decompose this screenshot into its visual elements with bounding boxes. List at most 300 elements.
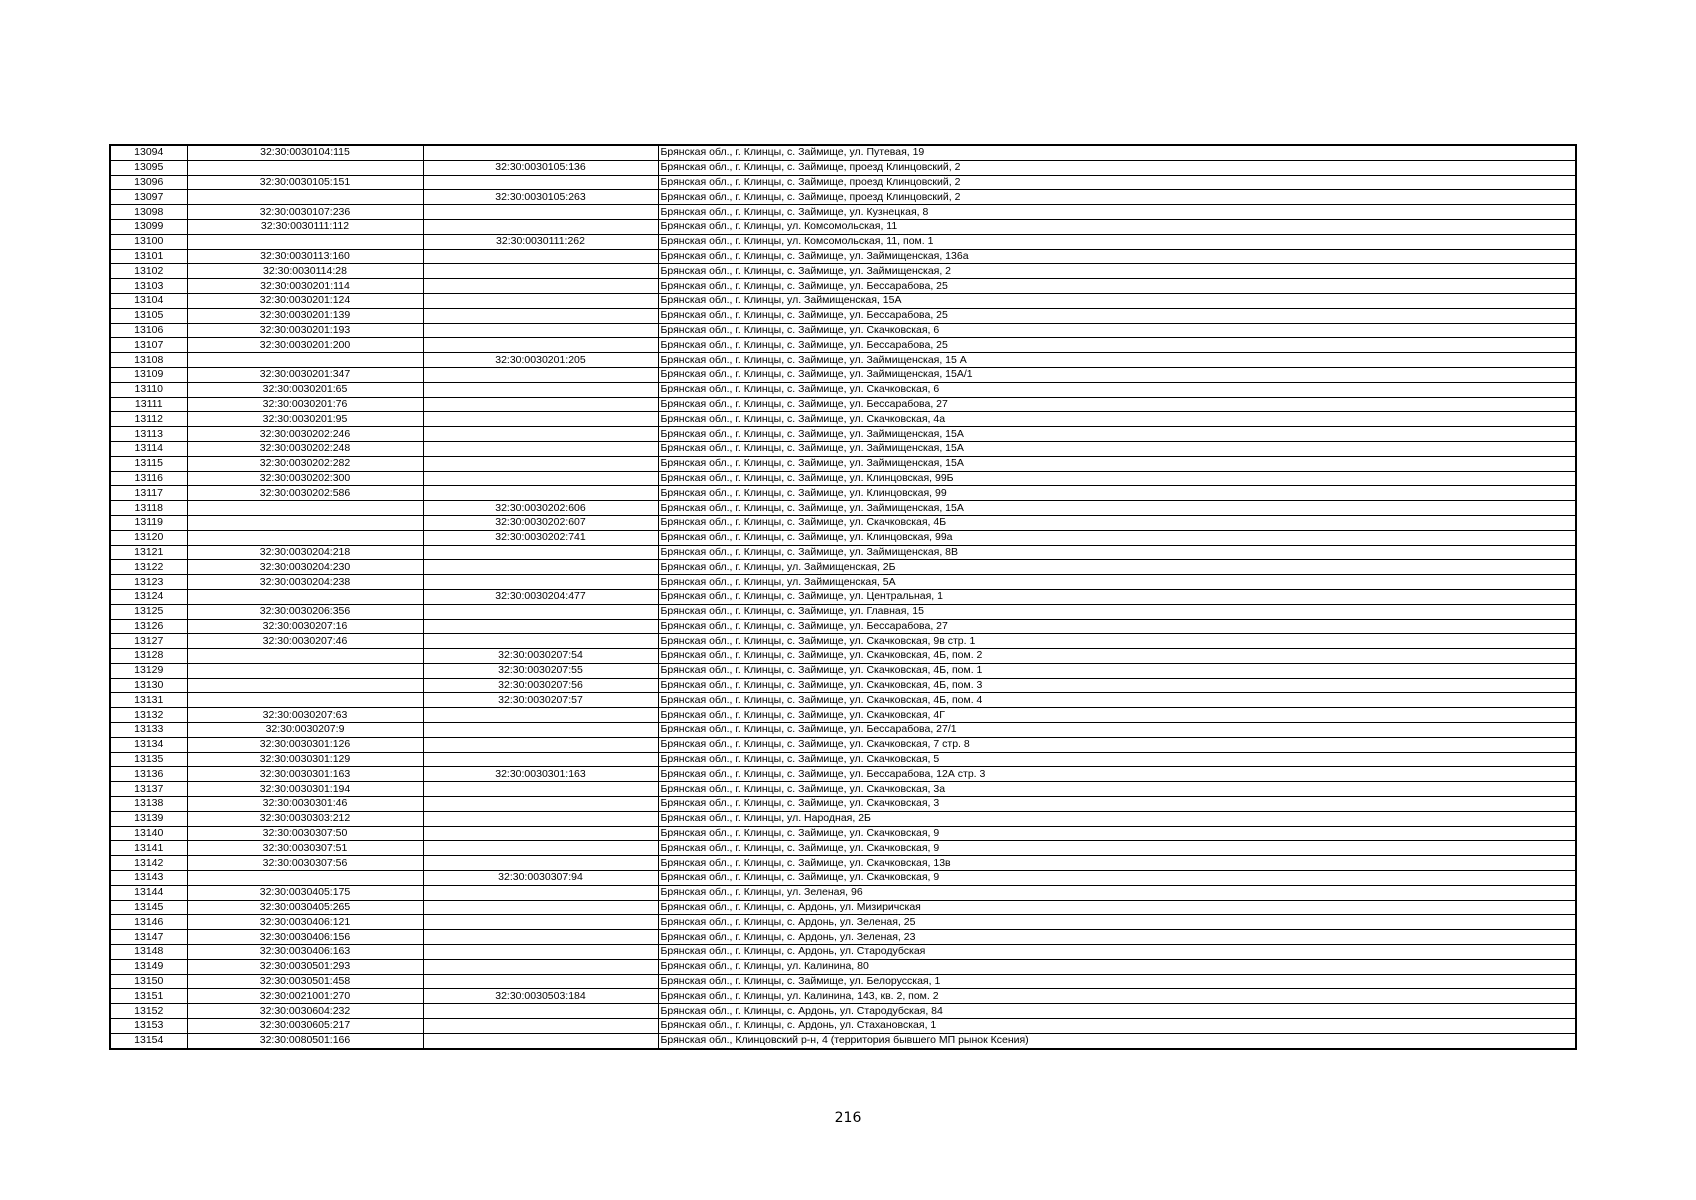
table-row [110,649,1576,664]
table-row [110,397,1576,412]
row-number-cell: 13127 [110,634,187,649]
table-row [110,441,1576,456]
cadastral-number-cell: 32:30:0030105:151 [187,175,423,190]
cadastral-number-cell: 32:30:0030307:50 [187,826,423,841]
cadastral-number-alt-cell [423,885,658,900]
address-cell: Брянская обл., г. Клинцы, с. Займище, ул. Скачковская, 4Б [658,515,1576,530]
table-row [110,1019,1576,1034]
row-number-cell: 13113 [110,427,187,442]
cadastral-number-cell: 32:30:0030104:115 [187,145,423,160]
cadastral-number-cell: 32:30:0030301:194 [187,782,423,797]
table-row [110,737,1576,752]
row-number-cell: 13154 [110,1033,187,1048]
cadastral-number-alt-cell [423,826,658,841]
table-row [110,708,1576,723]
cadastral-number-cell: 32:30:0021001:270 [187,989,423,1004]
cadastral-number-cell: 32:30:0030406:163 [187,945,423,960]
row-number-cell: 13118 [110,501,187,516]
row-number-cell: 13151 [110,989,187,1004]
address-cell: Брянская обл., г. Клинцы, с. Займище, ул. Скачковская, 4Г [658,708,1576,723]
address-cell: Брянская обл., г. Клинцы, с. Займище, ул. Займищенская, 15А/1 [658,367,1576,382]
row-number-cell: 13130 [110,678,187,693]
cadastral-number-cell: 32:30:0030301:129 [187,752,423,767]
row-number-cell: 13139 [110,811,187,826]
table-row [110,471,1576,486]
row-number-cell: 13123 [110,575,187,590]
address-cell: Брянская обл., г. Клинцы, с. Займище, ул. Бессарабова, 27/1 [658,723,1576,738]
cadastral-number-cell: 32:30:0030303:212 [187,811,423,826]
row-number-cell: 13133 [110,723,187,738]
cadastral-number-alt-cell [423,1004,658,1019]
cadastral-number-alt-cell [423,427,658,442]
cadastral-number-alt-cell [423,367,658,382]
table-row [110,249,1576,264]
cadastral-number-alt-cell [423,471,658,486]
cadastral-number-cell: 32:30:0030202:246 [187,427,423,442]
table-row [110,959,1576,974]
cadastral-number-cell: 32:30:0030201:65 [187,382,423,397]
address-cell: Брянская обл., г. Клинцы, с. Займище, ул. Скачковская, 7 стр. 8 [658,737,1576,752]
cadastral-number-alt-cell: 32:30:0030307:94 [423,871,658,886]
cadastral-number-alt-cell [423,1033,658,1048]
row-number-cell: 13138 [110,797,187,812]
address-cell: Брянская обл., г. Клинцы, с. Займище, ул. Скачковская, 9 [658,841,1576,856]
cadastral-number-alt-cell [423,619,658,634]
cadastral-number-cell [187,663,423,678]
cadastral-number-alt-cell [423,723,658,738]
table-row [110,456,1576,471]
cadastral-number-cell: 32:30:0030111:112 [187,219,423,234]
table-row [110,945,1576,960]
cadastral-number-alt-cell [423,797,658,812]
cadastral-number-alt-cell [423,486,658,501]
table-row [110,427,1576,442]
cadastral-number-alt-cell [423,397,658,412]
table-row [110,145,1576,160]
cadastral-number-alt-cell [423,959,658,974]
cadastral-number-cell [187,353,423,368]
address-cell: Брянская обл., г. Клинцы, с. Займище, ул. Скачковская, 9 [658,871,1576,886]
address-cell: Брянская обл., г. Клинцы, с. Займище, ул. Скачковская, 6 [658,382,1576,397]
cadastral-number-alt-cell: 32:30:0030207:55 [423,663,658,678]
cadastral-number-alt-cell [423,634,658,649]
cadastral-number-alt-cell: 32:30:0030111:262 [423,234,658,249]
cadastral-number-cell: 32:30:0030202:248 [187,441,423,456]
address-cell: Брянская обл., г. Клинцы, ул. Калинина, 143, кв. 2, пом. 2 [658,989,1576,1004]
cadastral-number-cell: 32:30:0030202:586 [187,486,423,501]
table-row [110,589,1576,604]
cadastral-number-cell: 32:30:0030405:265 [187,900,423,915]
row-number-cell: 13153 [110,1019,187,1034]
cadastral-number-alt-cell [423,811,658,826]
page-number: 216 [834,1110,862,1126]
cadastral-number-alt-cell [423,560,658,575]
table-row [110,619,1576,634]
cadastral-number-cell: 32:30:0030201:139 [187,308,423,323]
row-number-cell: 13145 [110,900,187,915]
table-row [110,900,1576,915]
cadastral-number-alt-cell: 32:30:0030207:57 [423,693,658,708]
row-number-cell: 13143 [110,871,187,886]
cadastral-number-cell [187,589,423,604]
cadastral-number-cell: 32:30:0030107:236 [187,205,423,220]
cadastral-number-cell: 32:30:0030405:175 [187,885,423,900]
cadastral-number-cell: 32:30:0080501:166 [187,1033,423,1048]
cadastral-number-alt-cell: 32:30:0030202:607 [423,515,658,530]
cadastral-number-alt-cell [423,545,658,560]
row-number-cell: 13136 [110,767,187,782]
row-number-cell: 13115 [110,456,187,471]
cadastral-number-cell [187,693,423,708]
table-row [110,1033,1576,1048]
cadastral-number-cell: 32:30:0030201:114 [187,279,423,294]
address-cell: Брянская обл., г. Клинцы, с. Займище, ул. Кузнецкая, 8 [658,205,1576,220]
table-row [110,545,1576,560]
cadastral-number-cell: 32:30:0030206:356 [187,604,423,619]
address-cell: Брянская обл., г. Клинцы, с. Займище, проезд Клинцовский, 2 [658,175,1576,190]
address-cell: Брянская обл., г. Клинцы, с. Ардонь, ул. Зеленая, 25 [658,915,1576,930]
cadastral-number-alt-cell: 32:30:0030105:263 [423,190,658,205]
table-row [110,175,1576,190]
address-cell: Брянская обл., г. Клинцы, с. Займище, ул. Займищенская, 8В [658,545,1576,560]
cadastral-number-alt-cell: 32:30:0030207:56 [423,678,658,693]
cadastral-number-alt-cell [423,737,658,752]
cadastral-number-alt-cell: 32:30:0030202:606 [423,501,658,516]
cadastral-number-cell [187,234,423,249]
row-number-cell: 13125 [110,604,187,619]
cadastral-number-cell [187,160,423,175]
cadastral-number-alt-cell: 32:30:0030202:741 [423,530,658,545]
row-number-cell: 13116 [110,471,187,486]
address-cell: Брянская обл., г. Клинцы, с. Займище, ул. Скачковская, 9 [658,826,1576,841]
address-cell: Брянская обл., г. Клинцы, с. Займище, ул. Скачковская, 5 [658,752,1576,767]
table-row [110,501,1576,516]
row-number-cell: 13101 [110,249,187,264]
row-number-cell: 13124 [110,589,187,604]
table-row [110,782,1576,797]
table-row [110,930,1576,945]
address-cell: Брянская обл., г. Клинцы, ул. Калинина, 80 [658,959,1576,974]
cadastral-number-alt-cell [423,175,658,190]
table-row [110,308,1576,323]
address-cell: Брянская обл., г. Клинцы, с. Займище, ул. Клинцовская, 99 [658,486,1576,501]
table-row [110,678,1576,693]
row-number-cell: 13140 [110,826,187,841]
cadastral-number-cell: 32:30:0030201:347 [187,367,423,382]
cadastral-number-cell: 32:30:0030301:163 [187,767,423,782]
row-number-cell: 13128 [110,649,187,664]
cadastral-number-alt-cell [423,856,658,871]
row-number-cell: 13112 [110,412,187,427]
cadastral-number-alt-cell: 32:30:0030207:54 [423,649,658,664]
row-number-cell: 13108 [110,353,187,368]
row-number-cell: 13103 [110,279,187,294]
table-body [110,145,1576,1049]
address-cell: Брянская обл., г. Клинцы, с. Займище, ул. Скачковская, 3а [658,782,1576,797]
cadastral-number-alt-cell [423,441,658,456]
row-number-cell: 13129 [110,663,187,678]
row-number-cell: 13104 [110,293,187,308]
cadastral-number-alt-cell [423,1019,658,1034]
table-row [110,826,1576,841]
cadastral-number-cell [187,871,423,886]
cadastral-number-alt-cell [423,412,658,427]
table-row [110,856,1576,871]
cadastral-number-cell [187,678,423,693]
address-cell: Брянская обл., г. Клинцы, с. Займище, ул. Займищенская, 15А [658,441,1576,456]
table-row [110,974,1576,989]
address-cell: Брянская обл., г. Клинцы, ул. Займищенская, 5А [658,575,1576,590]
row-number-cell: 13119 [110,515,187,530]
table-row [110,190,1576,205]
table-row [110,604,1576,619]
address-cell: Брянская обл., г. Клинцы, с. Займище, проезд Клинцовский, 2 [658,190,1576,205]
cadastral-number-alt-cell [423,219,658,234]
cadastral-number-alt-cell: 32:30:0030503:184 [423,989,658,1004]
row-number-cell: 13106 [110,323,187,338]
table-row [110,264,1576,279]
cadastral-number-alt-cell [423,915,658,930]
table-row [110,382,1576,397]
row-number-cell: 13105 [110,308,187,323]
cadastral-number-cell: 32:30:0030501:293 [187,959,423,974]
cadastral-number-alt-cell [423,145,658,160]
row-number-cell: 13114 [110,441,187,456]
row-number-cell: 13122 [110,560,187,575]
cadastral-number-cell: 32:30:0030307:56 [187,856,423,871]
cadastral-number-alt-cell [423,575,658,590]
cadastral-number-cell: 32:30:0030207:46 [187,634,423,649]
cadastral-number-cell: 32:30:0030113:160 [187,249,423,264]
address-cell: Брянская обл., г. Клинцы, ул. Комсомольская, 11, пом. 1 [658,234,1576,249]
row-number-cell: 13152 [110,1004,187,1019]
address-cell: Брянская обл., г. Клинцы, с. Займище, ул. Клинцовская, 99а [658,530,1576,545]
cadastral-number-cell: 32:30:0030201:124 [187,293,423,308]
address-cell: Брянская обл., г. Клинцы, ул. Займищенская, 15А [658,293,1576,308]
address-cell: Брянская обл., г. Клинцы, с. Ардонь, ул. Зеленая, 23 [658,930,1576,945]
cadastral-number-alt-cell [423,249,658,264]
cadastral-number-cell [187,649,423,664]
address-cell: Брянская обл., г. Клинцы, ул. Народная, 2Б [658,811,1576,826]
table-row [110,811,1576,826]
cadastral-number-alt-cell [423,974,658,989]
address-cell: Брянская обл., г. Клинцы, с. Ардонь, ул. Стародубская [658,945,1576,960]
table-row [110,412,1576,427]
cadastral-number-alt-cell [423,930,658,945]
row-number-cell: 13126 [110,619,187,634]
cadastral-number-cell [187,530,423,545]
address-cell: Брянская обл., г. Клинцы, с. Займище, ул. Займищенская, 2 [658,264,1576,279]
table-row [110,160,1576,175]
table-row [110,797,1576,812]
row-number-cell: 13148 [110,945,187,960]
cadastral-number-cell: 32:30:0030501:458 [187,974,423,989]
address-cell: Брянская обл., г. Клинцы, с. Займище, ул. Бессарабова, 27 [658,397,1576,412]
row-number-cell: 13109 [110,367,187,382]
cadastral-number-alt-cell [423,782,658,797]
cadastral-number-alt-cell [423,752,658,767]
table-row [110,486,1576,501]
cadastral-number-alt-cell [423,308,658,323]
table-row [110,293,1576,308]
cadastral-number-cell: 32:30:0030301:126 [187,737,423,752]
address-cell: Брянская обл., Клинцовский р-н, 4 (территория бывшего МП рынок Ксения) [658,1033,1576,1048]
table-row [110,723,1576,738]
address-cell: Брянская обл., г. Клинцы, с. Займище, проезд Клинцовский, 2 [658,160,1576,175]
table-row [110,752,1576,767]
cadastral-number-cell: 32:30:0030201:76 [187,397,423,412]
table-row [110,205,1576,220]
cadastral-number-cell: 32:30:0030207:16 [187,619,423,634]
row-number-cell: 13107 [110,338,187,353]
table-row [110,219,1576,234]
address-cell: Брянская обл., г. Клинцы, с. Займище, ул. Главная, 15 [658,604,1576,619]
row-number-cell: 13111 [110,397,187,412]
cadastral-number-alt-cell [423,945,658,960]
cadastral-number-cell: 32:30:0030406:121 [187,915,423,930]
address-cell: Брянская обл., г. Клинцы, с. Займище, ул. Бессарабова, 27 [658,619,1576,634]
cadastral-number-cell: 32:30:0030605:217 [187,1019,423,1034]
cadastral-number-alt-cell: 32:30:0030201:205 [423,353,658,368]
cadastral-number-cell: 32:30:0030201:193 [187,323,423,338]
cadastral-number-cell: 32:30:0030406:156 [187,930,423,945]
table-row [110,515,1576,530]
address-cell: Брянская обл., г. Клинцы, с. Займище, ул. Займищенская, 136а [658,249,1576,264]
cadastral-number-cell: 32:30:0030201:95 [187,412,423,427]
table-row [110,575,1576,590]
table-row [110,323,1576,338]
address-cell: Брянская обл., г. Клинцы, ул. Займищенская, 2Б [658,560,1576,575]
address-cell: Брянская обл., г. Клинцы, с. Займище, ул. Клинцовская, 99Б [658,471,1576,486]
table-row [110,279,1576,294]
cadastral-number-alt-cell [423,900,658,915]
table-row [110,367,1576,382]
table-row [110,767,1576,782]
table-row [110,634,1576,649]
row-number-cell: 13099 [110,219,187,234]
row-number-cell: 13146 [110,915,187,930]
address-cell: Брянская обл., г. Клинцы, с. Займище, ул. Скачковская, 4а [658,412,1576,427]
table-row [110,530,1576,545]
address-cell: Брянская обл., г. Клинцы, с. Займище, ул. Скачковская, 3 [658,797,1576,812]
cadastral-number-cell: 32:30:0030204:230 [187,560,423,575]
cadastral-number-cell: 32:30:0030204:218 [187,545,423,560]
cadastral-number-cell: 32:30:0030207:9 [187,723,423,738]
row-number-cell: 13131 [110,693,187,708]
address-cell: Брянская обл., г. Клинцы, с. Займище, ул. Займищенская, 15А [658,427,1576,442]
address-cell: Брянская обл., г. Клинцы, с. Займище, ул. Займищенская, 15А [658,456,1576,471]
row-number-cell: 13097 [110,190,187,205]
row-number-cell: 13095 [110,160,187,175]
cadastral-number-cell [187,501,423,516]
cadastral-number-alt-cell [423,323,658,338]
cadastral-number-alt-cell [423,604,658,619]
cadastral-number-alt-cell [423,279,658,294]
row-number-cell: 13094 [110,145,187,160]
row-number-cell: 13135 [110,752,187,767]
address-cell: Брянская обл., г. Клинцы, с. Ардонь, ул. Мизиричская [658,900,1576,915]
row-number-cell: 13149 [110,959,187,974]
address-cell: Брянская обл., г. Клинцы, с. Займище, ул. Скачковская, 4Б, пом. 3 [658,678,1576,693]
registry-table [109,144,1577,1050]
address-cell: Брянская обл., г. Клинцы, с. Займище, ул. Белорусская, 1 [658,974,1576,989]
table-row [110,234,1576,249]
address-cell: Брянская обл., г. Клинцы, с. Займище, ул. Путевая, 19 [658,145,1576,160]
address-cell: Брянская обл., г. Клинцы, с. Ардонь, ул. Стародубская, 84 [658,1004,1576,1019]
cadastral-number-alt-cell: 32:30:0030301:163 [423,767,658,782]
row-number-cell: 13120 [110,530,187,545]
table-row [110,353,1576,368]
cadastral-number-alt-cell [423,205,658,220]
cadastral-number-cell [187,190,423,205]
row-number-cell: 13150 [110,974,187,989]
cadastral-number-alt-cell: 32:30:0030105:136 [423,160,658,175]
cadastral-number-alt-cell [423,382,658,397]
row-number-cell: 13134 [110,737,187,752]
cadastral-number-cell: 32:30:0030207:63 [187,708,423,723]
address-cell: Брянская обл., г. Клинцы, с. Займище, ул. Скачковская, 9в стр. 1 [658,634,1576,649]
cadastral-number-alt-cell [423,293,658,308]
table-row [110,841,1576,856]
row-number-cell: 13144 [110,885,187,900]
row-number-cell: 13110 [110,382,187,397]
address-cell: Брянская обл., г. Клинцы, с. Займище, ул. Займищенская, 15 А [658,353,1576,368]
table-row [110,915,1576,930]
row-number-cell: 13121 [110,545,187,560]
address-cell: Брянская обл., г. Клинцы, с. Займище, ул. Скачковская, 6 [658,323,1576,338]
cadastral-number-alt-cell [423,456,658,471]
cadastral-number-cell: 32:30:0030202:300 [187,471,423,486]
table-row [110,1004,1576,1019]
table-row [110,693,1576,708]
cadastral-number-cell: 32:30:0030114:28 [187,264,423,279]
address-cell: Брянская обл., г. Клинцы, ул. Комсомольская, 11 [658,219,1576,234]
table-row [110,885,1576,900]
address-cell: Брянская обл., г. Клинцы, ул. Зеленая, 96 [658,885,1576,900]
cadastral-number-alt-cell [423,841,658,856]
cadastral-number-cell: 32:30:0030201:200 [187,338,423,353]
address-cell: Брянская обл., г. Клинцы, с. Займище, ул. Займищенская, 15А [658,501,1576,516]
table-row [110,338,1576,353]
table-row [110,560,1576,575]
row-number-cell: 13141 [110,841,187,856]
cadastral-number-cell: 32:30:0030202:282 [187,456,423,471]
row-number-cell: 13100 [110,234,187,249]
row-number-cell: 13147 [110,930,187,945]
cadastral-number-alt-cell [423,338,658,353]
address-cell: Брянская обл., г. Клинцы, с. Займище, ул. Скачковская, 4Б, пом. 1 [658,663,1576,678]
address-cell: Брянская обл., г. Клинцы, с. Ардонь, ул. Стахановская, 1 [658,1019,1576,1034]
address-cell: Брянская обл., г. Клинцы, с. Займище, ул. Бессарабова, 12А стр. 3 [658,767,1576,782]
cadastral-number-cell: 32:30:0030204:238 [187,575,423,590]
cadastral-number-alt-cell [423,264,658,279]
address-cell: Брянская обл., г. Клинцы, с. Займище, ул. Бессарабова, 25 [658,308,1576,323]
row-number-cell: 13142 [110,856,187,871]
row-number-cell: 13096 [110,175,187,190]
cadastral-number-cell: 32:30:0030604:232 [187,1004,423,1019]
row-number-cell: 13098 [110,205,187,220]
table-row [110,989,1576,1004]
row-number-cell: 13132 [110,708,187,723]
cadastral-number-alt-cell: 32:30:0030204:477 [423,589,658,604]
table-row [110,663,1576,678]
row-number-cell: 13117 [110,486,187,501]
address-cell: Брянская обл., г. Клинцы, с. Займище, ул. Скачковская, 4Б, пом. 2 [658,649,1576,664]
address-cell: Брянская обл., г. Клинцы, с. Займище, ул. Скачковская, 4Б, пом. 4 [658,693,1576,708]
address-cell: Брянская обл., г. Клинцы, с. Займище, ул. Бессарабова, 25 [658,279,1576,294]
cadastral-number-cell [187,515,423,530]
row-number-cell: 13137 [110,782,187,797]
